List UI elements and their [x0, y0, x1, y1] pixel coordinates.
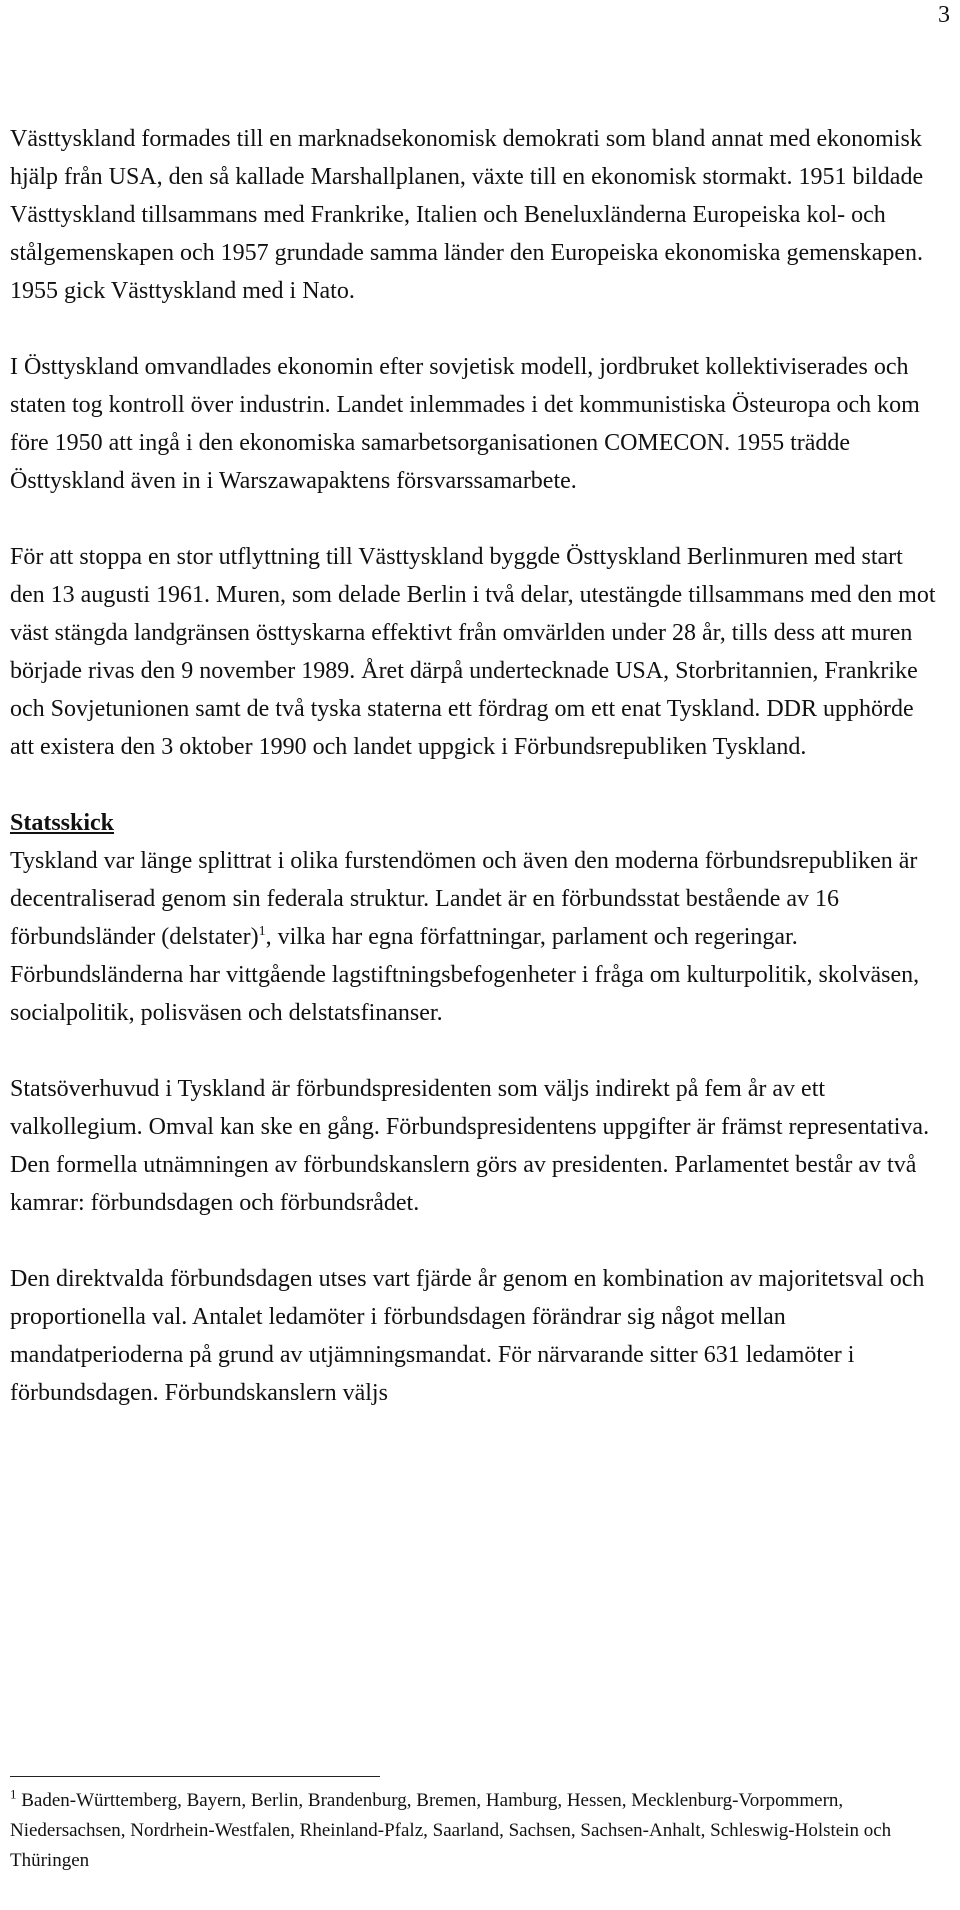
paragraph-federal-structure	[10, 842, 940, 1032]
paragraph-federal-structure-text-a: Tyskland var länge splittrat i olika furstendömen och även den moderna förbundsrepubliken är decentraliserad genom sin federala struktur. Landet är en förbundsstat bestående av 16 förbundsländer (delstater)	[10, 848, 918, 950]
paragraph-berlin-wall: För att stoppa en stor utflyttning till Västtyskland byggde Östtyskland Berlinmuren med start den 13 augusti 1961. Muren, som delade Berlin i två delar, utestängde tillsammans med den mot väst stängda landgränsen östtyskarna effektivt från omvärlden under 28 år, tills dess att muren började rivas den 9 november 1989. Året därpå undertecknade USA, Storbritannien, Frankrike och Sovjetunionen samt de två tyska staterna ett fördrag om ett enat Tyskland. DDR upphörde att existera den 3 oktober 1990 och landet uppgick i Förbundsrepubliken Tyskland.	[10, 544, 936, 760]
footnote	[10, 1786, 940, 1876]
footnote-divider	[10, 1776, 380, 1777]
paragraph-federal-structure-text-b: , vilka har egna författningar, parlament och regeringar. Förbundsländerna har vittgående lagstiftningsbefogenheter i fråga om kulturpolitik, skolväsen, socialpolitik, polisväsen och delstatsfinanser.	[10, 924, 920, 1026]
footnote-reference: 1	[258, 924, 266, 939]
section-heading-statsskick: Statsskick	[10, 810, 115, 836]
document-body	[10, 120, 940, 1450]
footnote-text: Baden-Württemberg, Bayern, Berlin, Brandenburg, Bremen, Hamburg, Hessen, Mecklenburg-Vorpommern, Niedersachsen, Nordrhein-Westfalen, Rheinland-Pfalz, Saarland, Sachsen, Sachsen-Anhalt, Schleswig-Holstein och Thüringen	[10, 1790, 892, 1871]
paragraph-head-of-state: Statsöverhuvud i Tyskland är förbundspresidenten som väljs indirekt på fem år av ett valkollegium. Omval kan ske en gång. Förbundspresidentens uppgifter är främst representativa. Den formella utnämningen av förbundskanslern görs av presidenten. Parlamentet består av två kamrar: förbundsdagen och förbundsrådet.	[10, 1076, 930, 1216]
paragraph-bundestag: Den direktvalda förbundsdagen utses vart fjärde år genom en kombination av majoritetsval och proportionella val. Antalet ledamöter i förbundsdagen förändrar sig något mellan mandatperioderna på grund av utjämningsmandat. För närvarande sitter 631 ledamöter i förbundsdagen. Förbundskanslern väljs	[10, 1266, 925, 1406]
paragraph-west-germany: Västtyskland formades till en marknadsekonomisk demokrati som bland annat med ekonomisk hjälp från USA, den så kallade Marshallplanen, växte till en ekonomisk stormakt. 1951 bildade Västtyskland tillsammans med Frankrike, Italien och Beneluxländerna Europeiska kol- och stålgemenskapen och 1957 grundade samma länder den Europeiska ekonomiska gemenskapen. 1955 gick Västtyskland med i Nato.	[10, 126, 924, 304]
paragraph-east-germany: I Östtyskland omvandlades ekonomin efter sovjetisk modell, jordbruket kollektiviserades och staten tog kontroll över industrin. Landet inlemmades i det kommunistiska Östeuropa och kom före 1950 att ingå i den ekonomiska samarbetsorganisationen COMECON. 1955 trädde Östtyskland även in i Warszawapaktens försvarssamarbete.	[10, 354, 920, 494]
footnote-mark: 1	[10, 1786, 17, 1802]
page-number: 3	[938, 2, 950, 28]
